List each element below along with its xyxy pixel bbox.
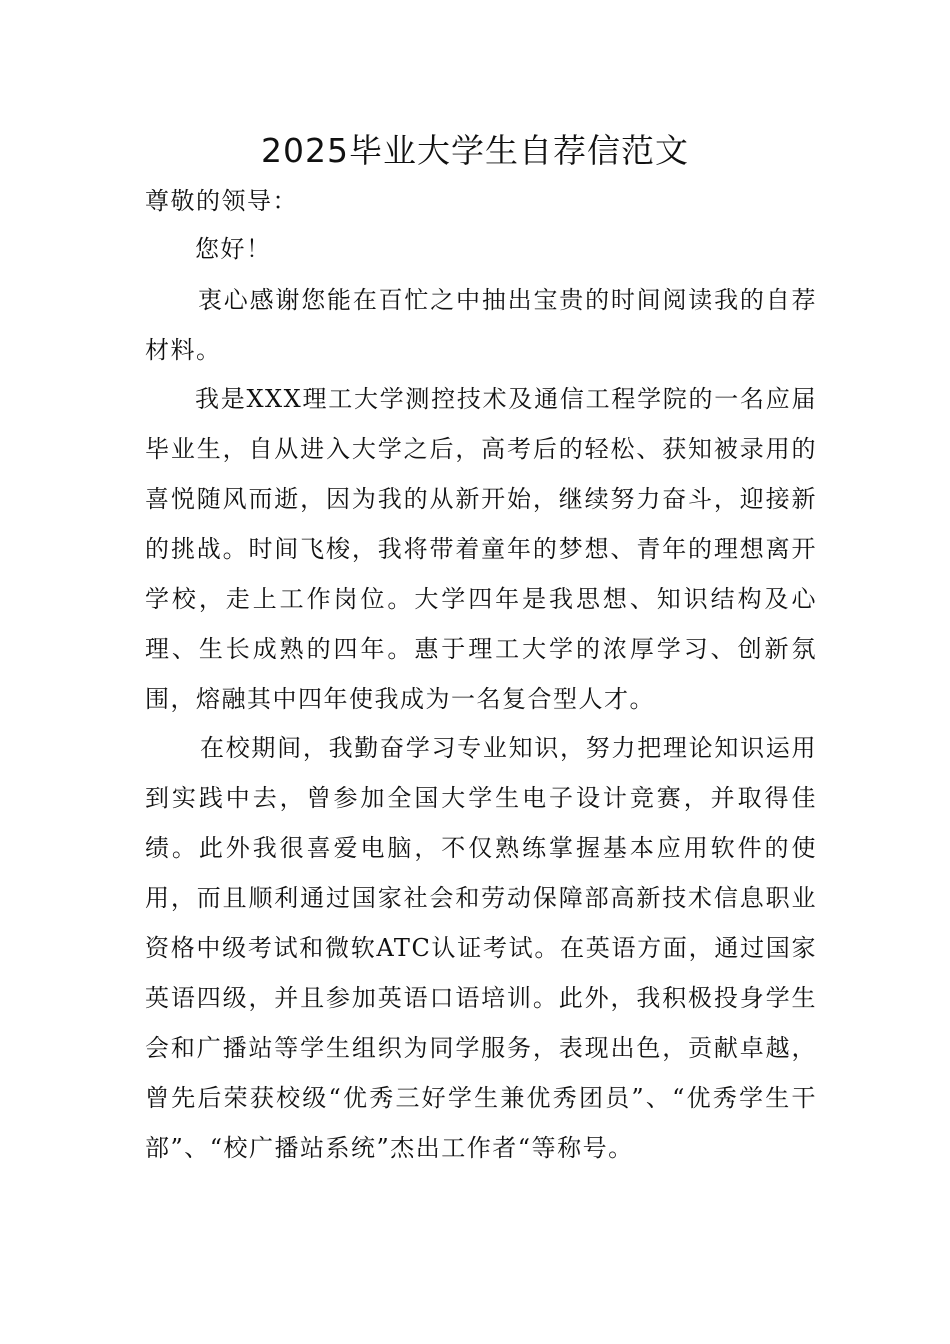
paragraph-3: 在校期间，我勤奋学习专业知识，努力把理论知识运用到实践中去，曾参加全国大学生电子设计竞赛，并取得佳绩。此外我很喜爱电脑，不仅熟练掌握基本应用软件的使用，而且顺利通过国家社会和劳动保障部高新技术信息职业资格中级考试和微软ATC认证考试。在英语方面，通过国家英语四级，并且参加英语口语培训。此外，我积极投身学生会和广播站等学生组织为同学服务，表现出色，贡献卓越，曾先后荣获校级“优秀三好学生兼优秀团员”、“优秀学生干部”、“校广播站系统”杰出工作者“等称号。 bbox=[145, 734, 817, 1162]
document-title: 2025毕业大学生自荐信范文 bbox=[261, 131, 689, 170]
paragraph-2: 我是XXX理工大学测控技术及通信工程学院的一名应届毕业生，自从进入大学之后，高考后的轻松、获知被录用的喜悦随风而逝，因为我的从新开始，继续努力奋斗，迎接新的挑战。时间飞梭，我将带着童年的梦想、青年的理想离开学校，走上工作岗位。大学四年是我思想、知识结构及心理、生长成熟的四年。惠于理工大学的浓厚学习、创新氛围，熔融其中四年使我成为一名复合型人才。 bbox=[145, 385, 817, 713]
salutation: 尊敬的领导： bbox=[145, 187, 298, 215]
paragraph-1: 衷心感谢您能在百忙之中抽出宝贵的时间阅读我的自荐材料。 bbox=[145, 286, 817, 364]
greeting: 您好！ bbox=[195, 235, 272, 263]
